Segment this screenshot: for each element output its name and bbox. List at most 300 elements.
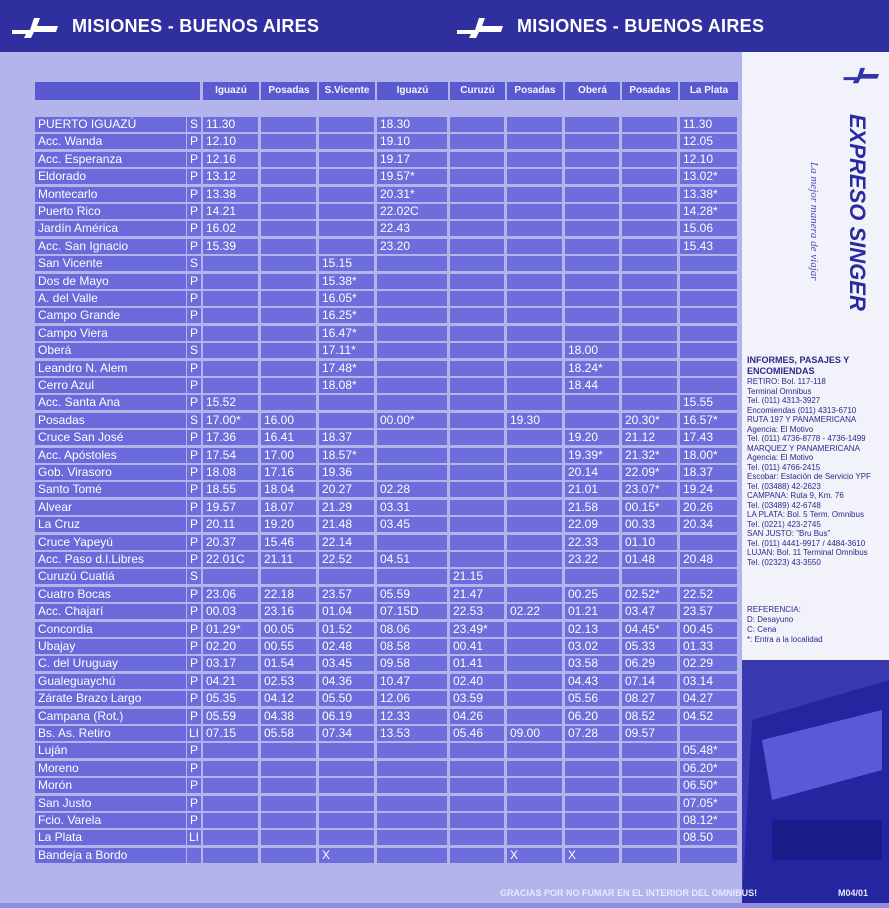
stop-type: LI xyxy=(188,830,199,845)
departure-time: 19.10 xyxy=(377,134,447,149)
contact-line: Tel. (011) 4441-9917 / 4484-3610 xyxy=(747,538,866,548)
departure-time xyxy=(203,830,258,845)
departure-time: 18.37 xyxy=(680,465,737,480)
departure-time xyxy=(261,117,316,132)
departure-time: 12.33 xyxy=(377,709,447,724)
departure-time xyxy=(507,152,562,167)
departure-time xyxy=(507,395,562,410)
departure-time: 15.52 xyxy=(203,395,258,410)
departure-time: 18.08* xyxy=(319,378,374,393)
bus-illustration xyxy=(742,660,889,903)
departure-time xyxy=(680,569,737,584)
departure-time xyxy=(450,830,504,845)
departure-time: 04.51 xyxy=(377,552,447,567)
stop-type: P xyxy=(187,743,201,758)
table-row xyxy=(35,464,740,480)
stop-name: Luján xyxy=(35,743,186,758)
stop-type: P xyxy=(187,813,201,828)
departure-time xyxy=(450,187,504,202)
departure-time xyxy=(507,448,562,463)
departure-time xyxy=(203,848,258,863)
table-row xyxy=(35,307,740,323)
contact-info xyxy=(747,355,887,567)
departure-time xyxy=(565,308,619,323)
stop-type: P xyxy=(187,587,201,602)
departure-time: 01.04 xyxy=(319,604,374,619)
departure-time: 17.54 xyxy=(203,448,258,463)
departure-time: 07.28 xyxy=(565,726,619,741)
departure-time xyxy=(680,535,737,550)
departure-time: 23.20 xyxy=(377,239,447,254)
departure-time: 20.27 xyxy=(319,482,374,497)
departure-time: 18.57* xyxy=(319,448,374,463)
departure-time xyxy=(203,761,258,776)
table-row xyxy=(35,377,740,393)
departure-time xyxy=(450,535,504,550)
table-row xyxy=(35,603,740,619)
departure-time: 18.00 xyxy=(565,343,619,358)
departure-time: 13.38* xyxy=(680,187,737,202)
departure-time xyxy=(377,274,447,289)
departure-time xyxy=(377,761,447,776)
departure-time: 21.01 xyxy=(565,482,619,497)
departure-time xyxy=(622,361,677,376)
departure-time: 05.59 xyxy=(203,709,258,724)
departure-time: 21.11 xyxy=(261,552,316,567)
table-row xyxy=(35,812,740,828)
reference-line: C: Cena xyxy=(747,625,777,634)
stop-name: Zárate Brazo Largo xyxy=(35,691,186,706)
departure-time xyxy=(450,204,504,219)
departure-time: 21.32* xyxy=(622,448,677,463)
departure-time xyxy=(319,239,374,254)
departure-time: 23.57 xyxy=(319,587,374,602)
stop-type: P xyxy=(187,204,201,219)
column-header: S.Vicente xyxy=(319,82,375,100)
stop-name: Gob. Virasoro xyxy=(35,465,186,480)
departure-time xyxy=(377,796,447,811)
departure-time xyxy=(261,361,316,376)
departure-time xyxy=(450,743,504,758)
departure-time xyxy=(507,204,562,219)
departure-time xyxy=(319,813,374,828)
departure-time: 22.52 xyxy=(319,552,374,567)
departure-time: 22.18 xyxy=(261,587,316,602)
departure-time xyxy=(261,778,316,793)
table-row xyxy=(35,273,740,289)
departure-time: 13.53 xyxy=(377,726,447,741)
stop-name: Fcio. Varela xyxy=(35,813,186,828)
departure-time: 18.44 xyxy=(565,378,619,393)
table-row xyxy=(35,220,740,236)
stop-type: P xyxy=(187,517,201,532)
departure-time xyxy=(450,274,504,289)
departure-time: 15.55 xyxy=(680,395,737,410)
departure-time: 20.30* xyxy=(622,413,677,428)
departure-time xyxy=(565,117,619,132)
departure-time xyxy=(261,813,316,828)
departure-time xyxy=(377,465,447,480)
stop-name: Acc. Wanda xyxy=(35,134,186,149)
departure-time xyxy=(450,813,504,828)
departure-time: 07.15 xyxy=(203,726,258,741)
departure-time: 19.20 xyxy=(565,430,619,445)
stop-name: Oberá xyxy=(35,343,186,358)
departure-time xyxy=(450,221,504,236)
stop-name: Posadas xyxy=(35,413,186,428)
departure-time xyxy=(622,778,677,793)
departure-time: 01.41 xyxy=(450,656,504,671)
departure-time xyxy=(507,639,562,654)
departure-time xyxy=(622,395,677,410)
table-row xyxy=(35,255,740,271)
departure-time xyxy=(622,813,677,828)
departure-time xyxy=(507,308,562,323)
departure-time xyxy=(319,134,374,149)
departure-time: 03.45 xyxy=(377,517,447,532)
route-title-right: MISIONES - BUENOS AIRES xyxy=(517,15,765,36)
departure-time: 18.55 xyxy=(203,482,258,497)
departure-time: 04.36 xyxy=(319,674,374,689)
departure-time xyxy=(203,813,258,828)
stop-name: Cerro Azul xyxy=(35,378,186,393)
departure-time xyxy=(261,395,316,410)
departure-time: 12.06 xyxy=(377,691,447,706)
departure-time: 08.27 xyxy=(622,691,677,706)
departure-time xyxy=(507,291,562,306)
contact-lines xyxy=(747,377,887,567)
stop-type: P xyxy=(187,639,201,654)
departure-time: 05.48* xyxy=(680,743,737,758)
table-row xyxy=(35,151,740,167)
departure-time: 15.06 xyxy=(680,221,737,236)
stop-name: Acc. Paso d.l.Libres xyxy=(35,552,186,567)
departure-time xyxy=(507,430,562,445)
departure-time xyxy=(565,204,619,219)
departure-time: 18.08 xyxy=(203,465,258,480)
departure-time: 19.20 xyxy=(261,517,316,532)
stop-name: San Vicente xyxy=(35,256,186,271)
departure-time xyxy=(507,465,562,480)
departure-time xyxy=(507,256,562,271)
contact-title: INFORMES, PASAJES Y ENCOMIENDAS xyxy=(747,355,850,376)
table-row xyxy=(35,325,740,341)
departure-time xyxy=(377,813,447,828)
departure-time: 16.02 xyxy=(203,221,258,236)
stop-name: Santo Tomé xyxy=(35,482,186,497)
departure-time xyxy=(507,274,562,289)
departure-time: 13.02* xyxy=(680,169,737,184)
departure-time: 02.29 xyxy=(680,656,737,671)
stop-type: P xyxy=(187,221,201,236)
departure-time xyxy=(507,500,562,515)
departure-time: 18.24* xyxy=(565,361,619,376)
departure-time xyxy=(450,361,504,376)
departure-time: 22.09* xyxy=(622,465,677,480)
contact-line: Tel. (02323) 43-3550 xyxy=(747,557,821,567)
stop-name: Cruce Yapeyú xyxy=(35,535,186,550)
footer-code: M04/01 xyxy=(838,888,869,898)
departure-time xyxy=(450,308,504,323)
departure-time: 19.36 xyxy=(319,465,374,480)
table-row xyxy=(35,290,740,306)
contact-line: Tel. (03488) 42-2623 xyxy=(747,481,821,491)
departure-time xyxy=(507,361,562,376)
departure-time xyxy=(565,395,619,410)
contact-line: CAMPANA: Ruta 9, Km. 76 xyxy=(747,491,844,500)
departure-time: 01.52 xyxy=(319,622,374,637)
brand-slogan-text: La mejor manera de viajar xyxy=(808,162,820,281)
table-row xyxy=(35,586,740,602)
departure-time xyxy=(680,274,737,289)
departure-time: 19.57 xyxy=(203,500,258,515)
departure-time xyxy=(450,761,504,776)
contact-line: SAN JUSTO: "Bru Bus" xyxy=(747,529,831,538)
stop-type: P xyxy=(187,656,201,671)
table-row xyxy=(35,742,740,758)
departure-time xyxy=(507,343,562,358)
stop-type: S xyxy=(187,343,201,358)
departure-time xyxy=(377,361,447,376)
departure-time: 02.22 xyxy=(507,604,562,619)
departure-time xyxy=(450,848,504,863)
departure-time: 22.02C xyxy=(377,204,447,219)
departure-time xyxy=(261,187,316,202)
stop-name: Bandeja a Bordo xyxy=(35,848,186,863)
contact-line: Agencia: El Motivo xyxy=(747,424,814,434)
departure-time: 17.00 xyxy=(261,448,316,463)
departure-time xyxy=(622,169,677,184)
departure-time: 05.56 xyxy=(565,691,619,706)
table-row xyxy=(35,360,740,376)
departure-time xyxy=(507,796,562,811)
stop-name: Concordia xyxy=(35,622,186,637)
departure-time xyxy=(319,204,374,219)
departure-time xyxy=(377,830,447,845)
departure-time: 03.59 xyxy=(450,691,504,706)
departure-time: 19.17 xyxy=(377,152,447,167)
departure-time xyxy=(203,569,258,584)
departure-time xyxy=(450,395,504,410)
departure-time xyxy=(507,482,562,497)
contact-line: RETIRO: Bol. 117-118 xyxy=(747,377,826,386)
departure-time: 20.26 xyxy=(680,500,737,515)
departure-time: 03.02 xyxy=(565,639,619,654)
stop-type: P xyxy=(187,552,201,567)
contact-line: Tel. (011) 4766-2415 xyxy=(747,462,821,472)
departure-time: 07.15D xyxy=(377,604,447,619)
stop-type: P xyxy=(187,187,201,202)
stop-type: S xyxy=(187,569,201,584)
stop-name: Bs. As. Retiro xyxy=(35,726,186,741)
table-row xyxy=(35,133,740,149)
departure-time: 22.53 xyxy=(450,604,504,619)
reference-line: *: Entra a la localidad xyxy=(747,635,823,644)
column-header: Posadas xyxy=(261,82,317,100)
departure-time xyxy=(450,326,504,341)
departure-time xyxy=(450,152,504,167)
departure-time: 00.55 xyxy=(261,639,316,654)
stop-type: P xyxy=(187,482,201,497)
departure-time xyxy=(622,256,677,271)
column-header: Oberá xyxy=(565,82,620,100)
stop-name: Puerto Rico xyxy=(35,204,186,219)
stop-type: P xyxy=(187,378,201,393)
departure-time: 05.59 xyxy=(377,587,447,602)
departure-time: 05.58 xyxy=(261,726,316,741)
table-row xyxy=(35,499,740,515)
departure-time xyxy=(565,326,619,341)
departure-time xyxy=(450,500,504,515)
table-row xyxy=(35,168,740,184)
departure-time: 17.00* xyxy=(203,413,258,428)
departure-time: 11.30 xyxy=(203,117,258,132)
departure-time xyxy=(319,221,374,236)
departure-time: 19.39* xyxy=(565,448,619,463)
stop-type: P xyxy=(187,500,201,515)
departure-time xyxy=(319,395,374,410)
departure-time: X xyxy=(565,848,619,863)
stop-name: Alvear xyxy=(35,500,186,515)
departure-time: 04.12 xyxy=(261,691,316,706)
departure-time xyxy=(450,517,504,532)
departure-time xyxy=(203,778,258,793)
departure-time: 00.05 xyxy=(261,622,316,637)
departure-time: 07.05* xyxy=(680,796,737,811)
departure-time: 03.31 xyxy=(377,500,447,515)
departure-time: 03.17 xyxy=(203,656,258,671)
departure-time xyxy=(377,848,447,863)
route-title-left: MISIONES - BUENOS AIRES xyxy=(72,15,320,36)
contact-line: LA PLATA: Bol. 5 Term. Omnibus xyxy=(747,510,864,519)
header-right xyxy=(455,0,764,52)
departure-time xyxy=(565,187,619,202)
departure-time: 18.37 xyxy=(319,430,374,445)
departure-time: 05.46 xyxy=(450,726,504,741)
departure-time: 18.30 xyxy=(377,117,447,132)
departure-time xyxy=(450,256,504,271)
contact-line: Tel. (03489) 42-6748 xyxy=(747,500,821,510)
departure-time xyxy=(261,134,316,149)
column-header: Posadas xyxy=(622,82,678,100)
departure-time: 14.21 xyxy=(203,204,258,219)
departure-time xyxy=(377,395,447,410)
departure-time xyxy=(507,169,562,184)
departure-time: 20.48 xyxy=(680,552,737,567)
departure-time: 09.58 xyxy=(377,656,447,671)
departure-time xyxy=(680,326,737,341)
departure-time xyxy=(565,291,619,306)
table-row xyxy=(35,760,740,776)
departure-time: 18.07 xyxy=(261,500,316,515)
departure-time xyxy=(319,761,374,776)
departure-time: 23.49* xyxy=(450,622,504,637)
departure-time: 15.38* xyxy=(319,274,374,289)
departure-time xyxy=(261,569,316,584)
singer-logo-icon xyxy=(455,12,507,40)
departure-time xyxy=(507,239,562,254)
stop-name: Leandro N. Alem xyxy=(35,361,186,376)
departure-time xyxy=(507,830,562,845)
departure-time: 09.57 xyxy=(622,726,677,741)
departure-time xyxy=(622,326,677,341)
header-left xyxy=(10,0,319,52)
stop-type: P xyxy=(187,778,201,793)
departure-time xyxy=(450,448,504,463)
departure-time xyxy=(261,343,316,358)
departure-time xyxy=(507,691,562,706)
departure-time: 06.29 xyxy=(622,656,677,671)
stop-type: P xyxy=(187,535,201,550)
stop-type: P xyxy=(187,691,201,706)
stop-name: Gualeguaychú xyxy=(35,674,186,689)
column-header: Iguazú xyxy=(377,82,448,100)
stop-name: A. del Valle xyxy=(35,291,186,306)
departure-time: 16.25* xyxy=(319,308,374,323)
stop-type: P xyxy=(187,326,201,341)
departure-time: 21.48 xyxy=(319,517,374,532)
departure-time: 02.52* xyxy=(622,587,677,602)
departure-time: 22.14 xyxy=(319,535,374,550)
departure-time xyxy=(507,743,562,758)
departure-time xyxy=(261,221,316,236)
departure-time xyxy=(450,465,504,480)
departure-time xyxy=(450,413,504,428)
departure-time xyxy=(450,552,504,567)
departure-time: 03.47 xyxy=(622,604,677,619)
departure-time xyxy=(261,256,316,271)
departure-time: 04.45* xyxy=(622,622,677,637)
departure-time: 16.47* xyxy=(319,326,374,341)
table-row xyxy=(35,516,740,532)
departure-time xyxy=(622,291,677,306)
stop-name: Acc. San Ignacio xyxy=(35,239,186,254)
departure-time xyxy=(203,308,258,323)
table-row xyxy=(35,203,740,219)
departure-time xyxy=(261,326,316,341)
stop-type: P xyxy=(187,134,201,149)
departure-time xyxy=(203,361,258,376)
stop-type: S xyxy=(187,117,201,132)
stop-type: P xyxy=(187,239,201,254)
stop-name: PUERTO IGUAZÚ xyxy=(35,117,186,132)
departure-time xyxy=(507,378,562,393)
stop-name: Acc. Santa Ana xyxy=(35,395,186,410)
contact-line: LUJAN: Bol. 11 Terminal Omnibus xyxy=(747,548,868,557)
departure-time xyxy=(203,743,258,758)
stop-type: P xyxy=(187,361,201,376)
departure-time xyxy=(622,761,677,776)
departure-time xyxy=(622,152,677,167)
departure-time: 16.41 xyxy=(261,430,316,445)
departure-time: 20.34 xyxy=(680,517,737,532)
departure-time: 15.46 xyxy=(261,535,316,550)
stop-name: Acc. Esperanza xyxy=(35,152,186,167)
departure-time xyxy=(680,848,737,863)
departure-time xyxy=(450,169,504,184)
stop-name: Ubajay xyxy=(35,639,186,654)
brand-name: EXPRESO SINGER xyxy=(845,114,870,311)
brand-slogan xyxy=(796,160,826,310)
table-row xyxy=(35,777,740,793)
departure-time xyxy=(261,152,316,167)
departure-time: 04.38 xyxy=(261,709,316,724)
departure-time xyxy=(261,830,316,845)
departure-time xyxy=(507,761,562,776)
departure-time: 06.20 xyxy=(565,709,619,724)
departure-time xyxy=(450,482,504,497)
stop-type xyxy=(187,848,201,863)
